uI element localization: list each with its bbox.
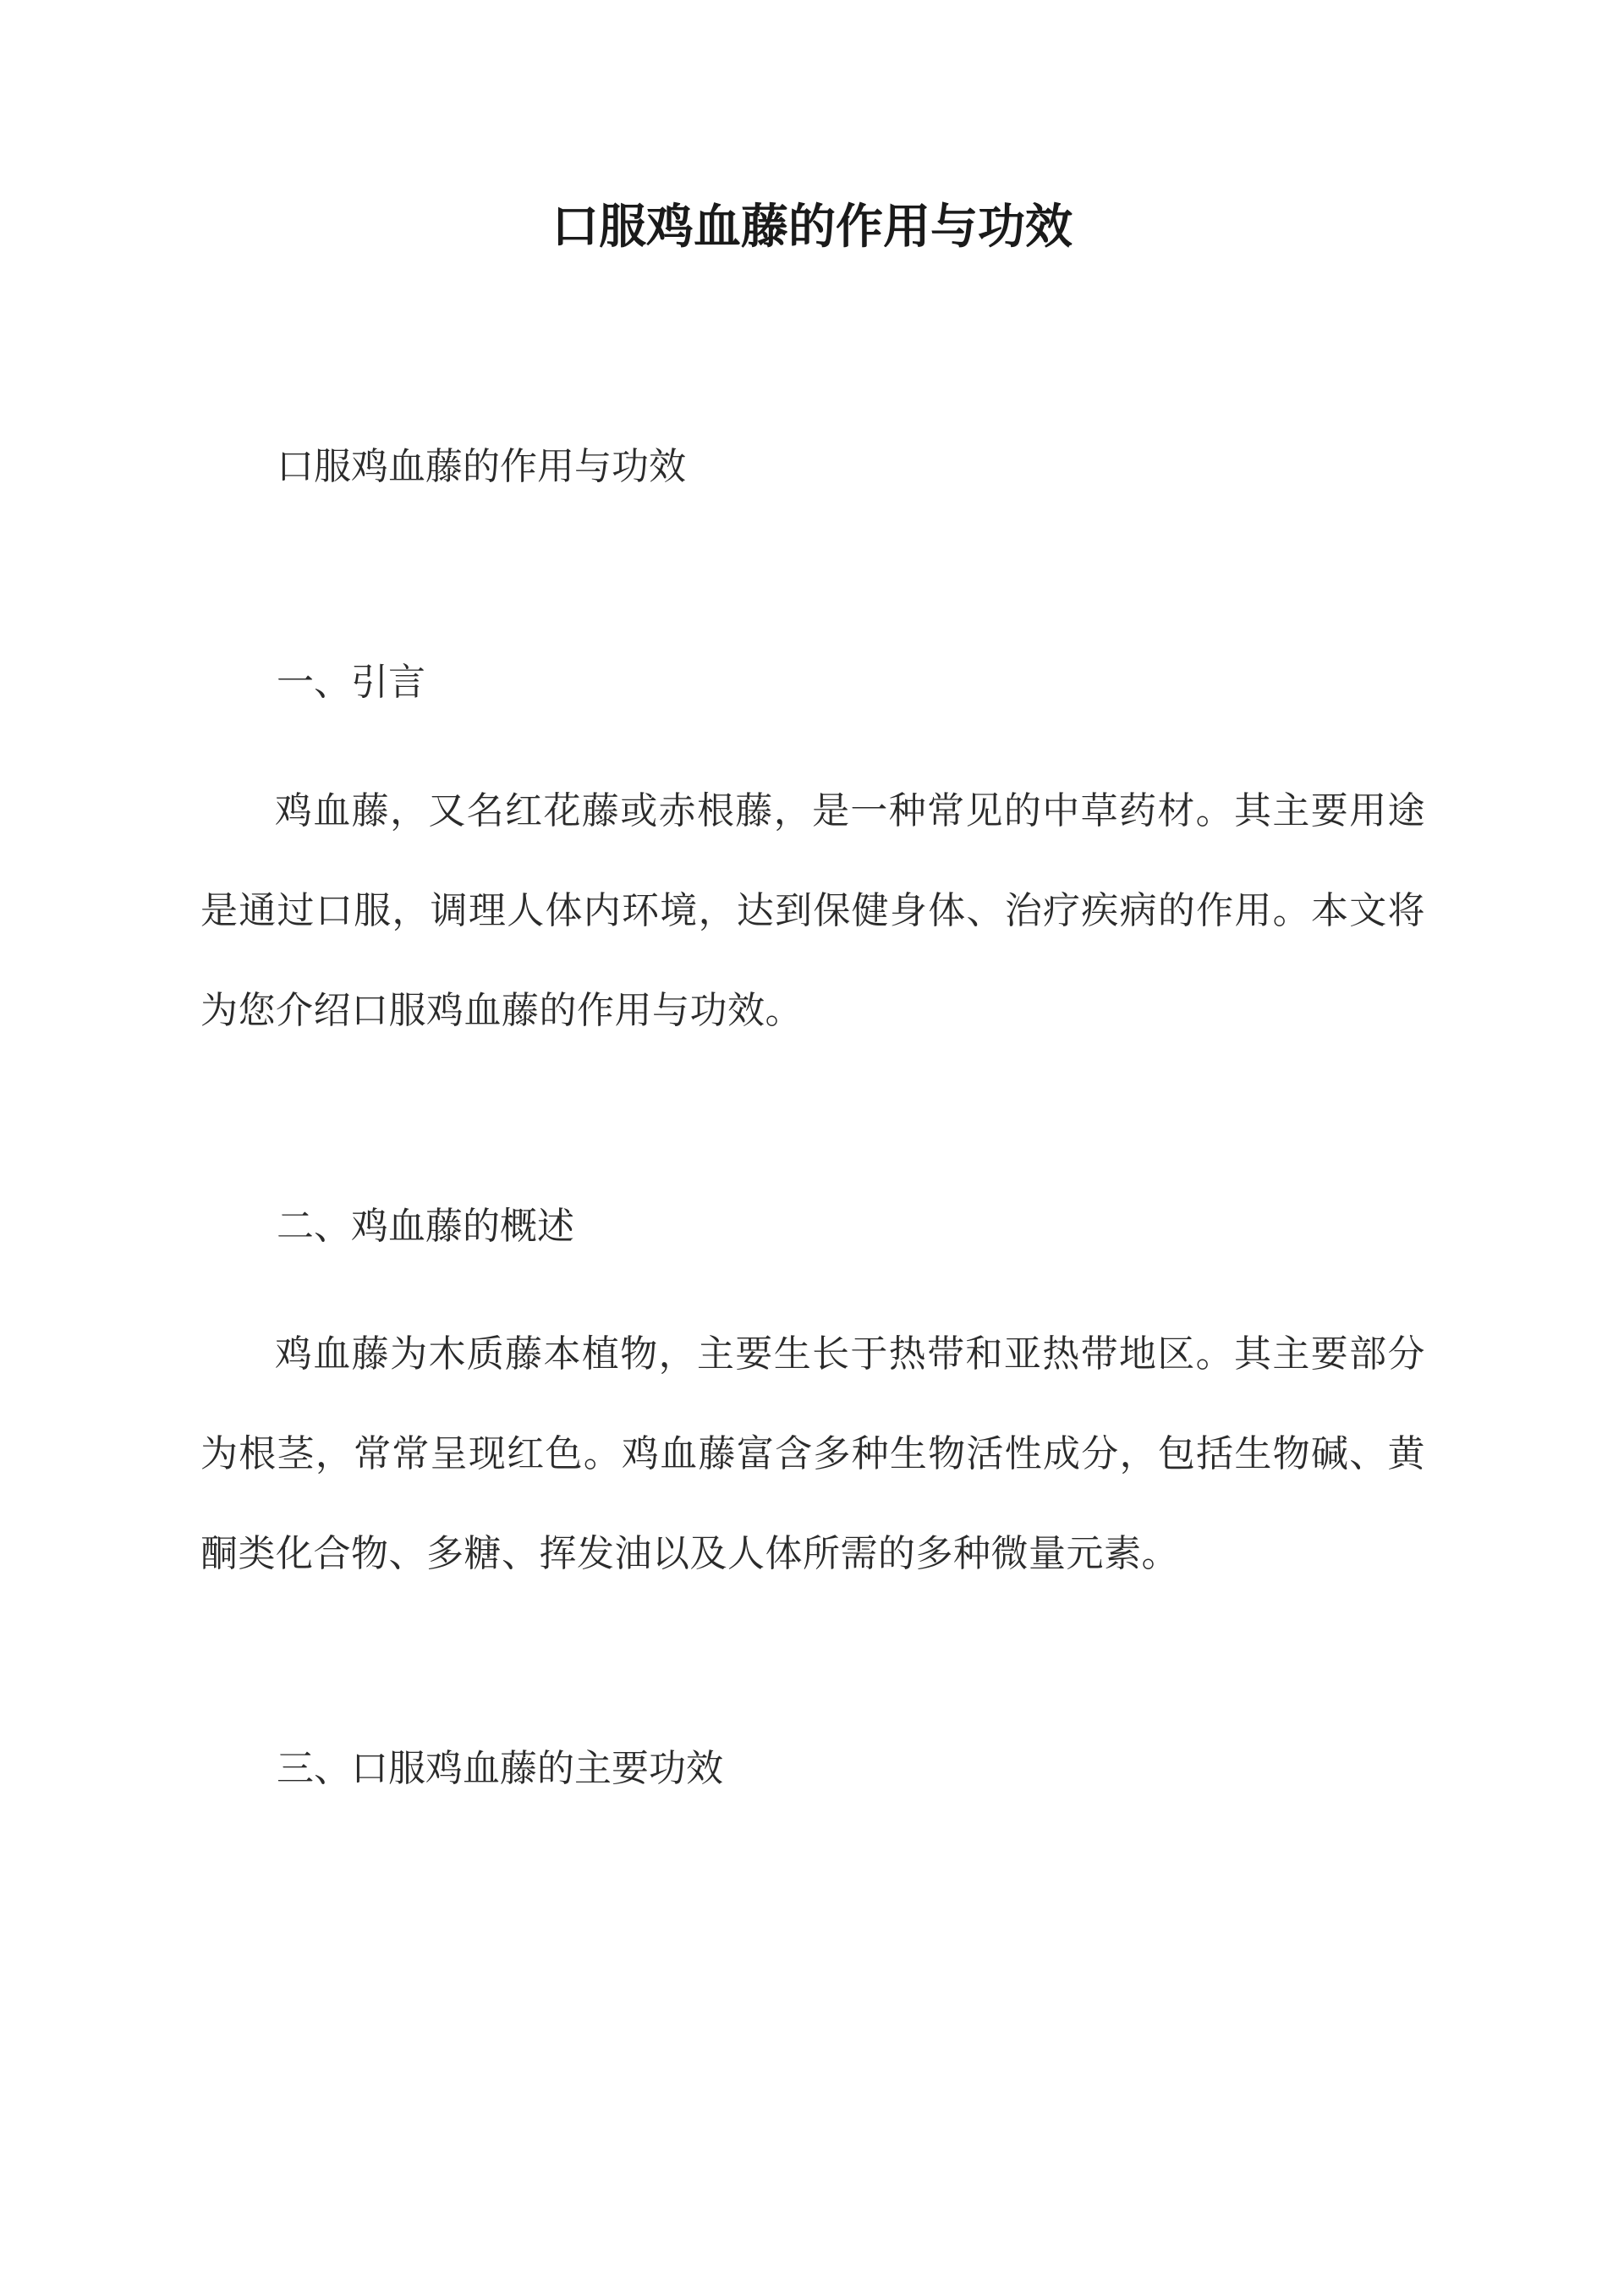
- document-title: 口服鸡血藤的作用与功效: [551, 199, 1073, 255]
- section-heading-overview: 二、鸡血藤的概述: [277, 1205, 574, 1248]
- section-heading-main-effects: 三、口服鸡血藤的主要功效: [277, 1747, 723, 1790]
- section-heading-introduction: 一、引言: [277, 661, 425, 704]
- section-paragraph-overview: 鸡血藤为木质藤本植物，主要生长于热带和亚热带地区。其主要部分为根茎，常常呈现红色。鸡血藤富含多种生物活性成分，包括生物碱、黄酮类化合物、多糖、挥发油以及人体所需的多种微量元素。: [200, 1332, 1425, 1575]
- section-paragraph-introduction: 鸡血藤，又名红花藤或赤根藤，是一种常见的中草药材。其主要用途是通过口服，调理人体内环境，达到保健身体、治疗疾病的作用。本文将为您介绍口服鸡血藤的作用与功效。: [200, 789, 1425, 1032]
- document-subtitle: 口服鸡血藤的作用与功效: [277, 445, 686, 488]
